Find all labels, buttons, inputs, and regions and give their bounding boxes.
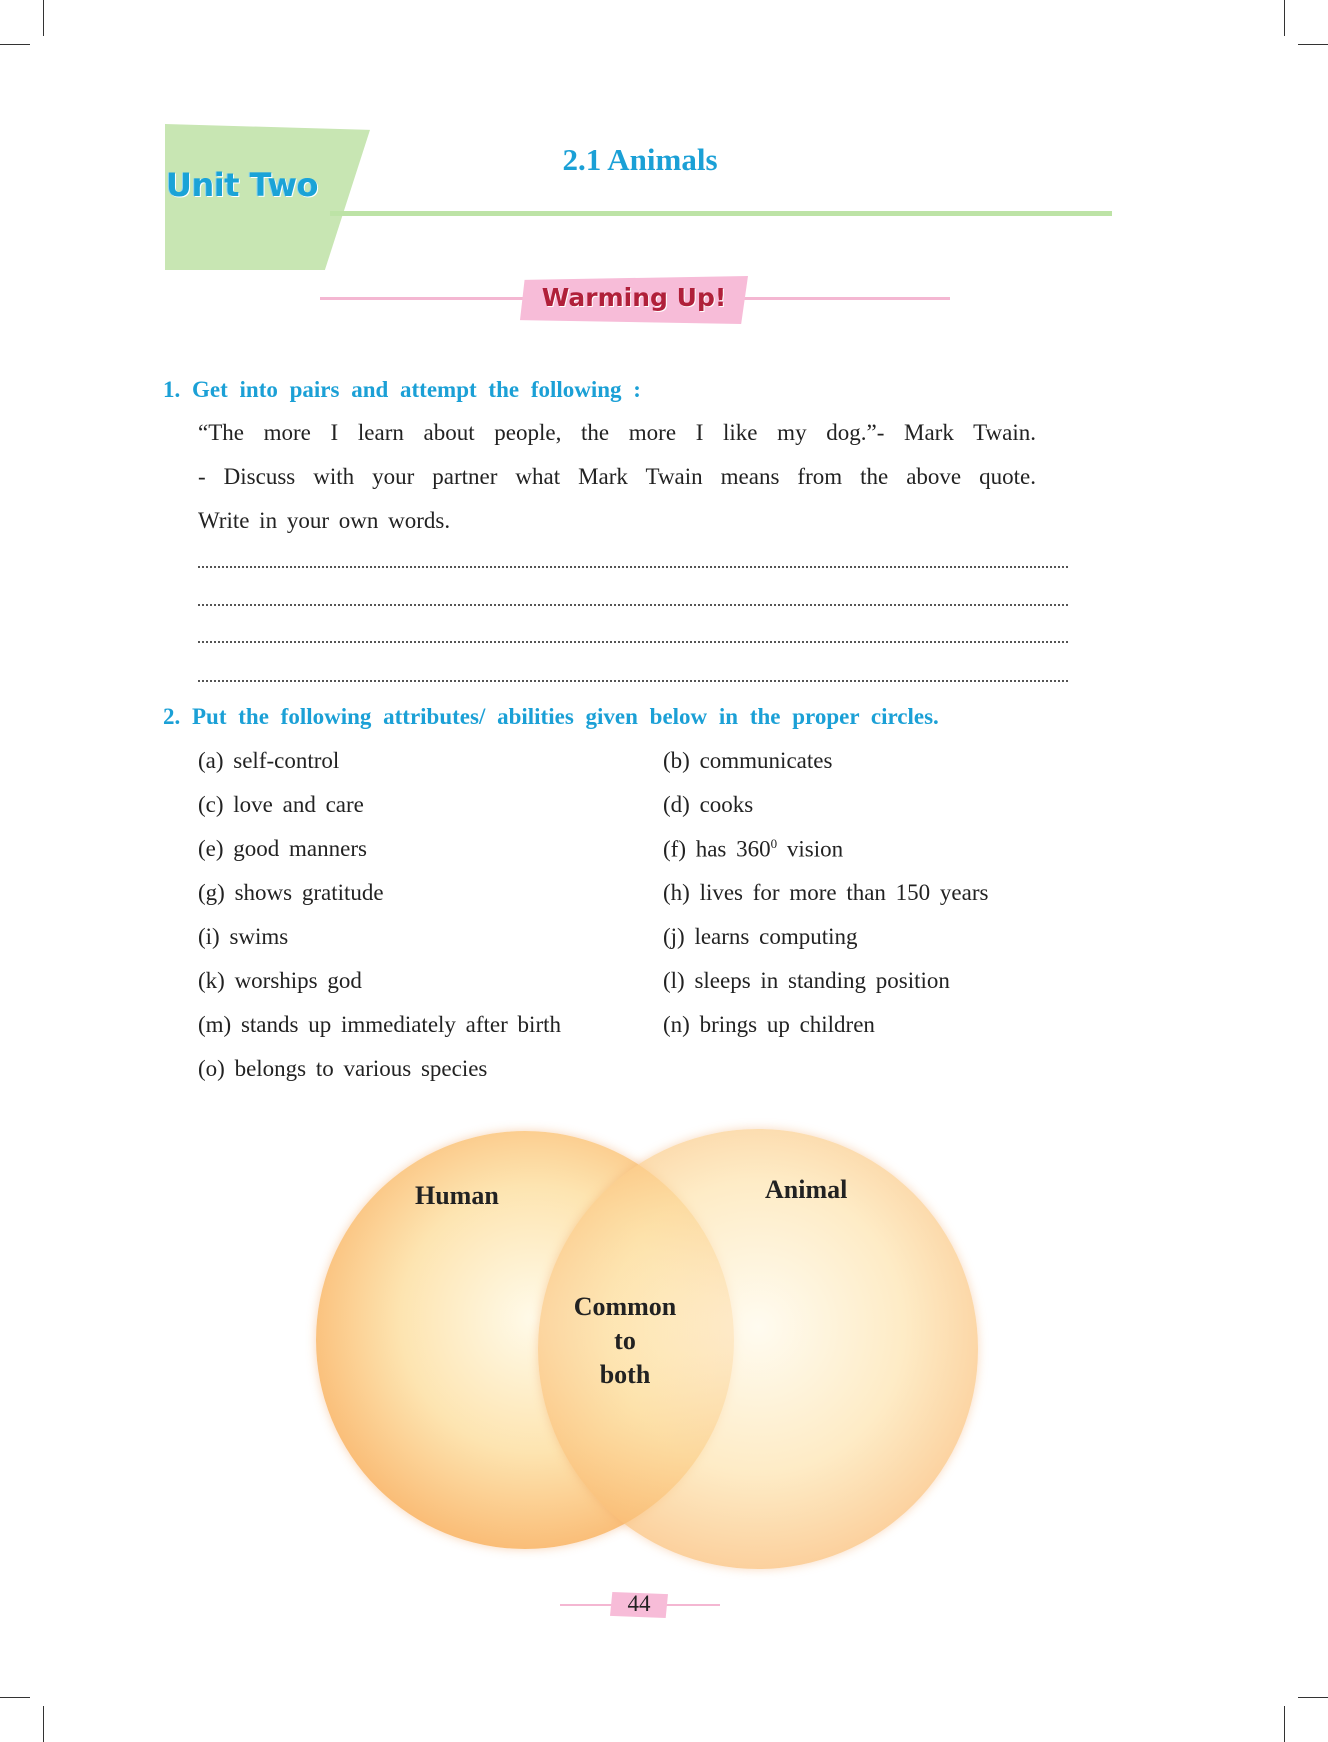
- option-o: (o) belongs to various species: [198, 1056, 488, 1081]
- option-f-text-end: vision: [777, 836, 844, 862]
- option-d: (d) cooks: [663, 792, 754, 817]
- option-j: (j) learns computing: [663, 924, 858, 949]
- common-line: both: [599, 1360, 651, 1389]
- answer-line[interactable]: [198, 641, 1068, 643]
- option-a: (a) self-control: [198, 748, 340, 773]
- question-1-instruction: - Discuss with your partner what Mark Twain means from the above quote.: [198, 464, 1036, 489]
- option-c: (c) love and care: [198, 792, 364, 817]
- crop-mark: [1284, 0, 1285, 36]
- question-2-heading: 2. Put the following attributes/ abilities given below in the proper circles.: [163, 704, 939, 729]
- option-i: (i) swims: [198, 924, 289, 949]
- crop-mark: [43, 0, 44, 36]
- question-1-quote: “The more I learn about people, the more I like my dog.”- Mark Twain.: [198, 420, 1036, 445]
- question-1-heading: 1. Get into pairs and attempt the following :: [163, 377, 641, 402]
- animal-label: Animal: [765, 1175, 848, 1204]
- answer-line[interactable]: [198, 566, 1068, 568]
- crop-mark: [0, 1697, 30, 1698]
- option-k: (k) worships god: [198, 968, 362, 993]
- option-m: (m) stands up immediately after birth: [198, 1012, 561, 1037]
- degree-superscript: 0: [770, 836, 778, 851]
- common-label: [540, 1290, 710, 1392]
- section-tag: Warming Up!: [541, 283, 727, 312]
- question-1-instruction-2: Write in your own words.: [198, 508, 451, 533]
- option-f-text: (f) has 360: [663, 836, 771, 862]
- common-line: to: [614, 1326, 636, 1355]
- crop-mark: [0, 44, 30, 45]
- option-l: (l) sleeps in standing position: [663, 968, 950, 993]
- unit-title: Unit Two: [166, 166, 319, 204]
- title-rule: [330, 211, 1112, 216]
- option-h: (h) lives for more than 150 years: [663, 880, 989, 905]
- page-number: 44: [627, 1591, 651, 1616]
- common-line: Common: [573, 1292, 677, 1321]
- answer-line[interactable]: [198, 680, 1068, 682]
- option-g: (g) shows gratitude: [198, 880, 384, 905]
- option-b: (b) communicates: [663, 748, 833, 773]
- crop-mark: [1298, 1697, 1328, 1698]
- answer-line[interactable]: [198, 604, 1068, 606]
- human-label: Human: [415, 1181, 499, 1210]
- option-n: (n) brings up children: [663, 1012, 875, 1037]
- option-f: [663, 836, 843, 863]
- option-e: (e) good manners: [198, 836, 367, 861]
- crop-mark: [1284, 1706, 1285, 1742]
- crop-mark: [1298, 44, 1328, 45]
- crop-mark: [43, 1706, 44, 1742]
- lesson-title: 2.1 Animals: [562, 142, 718, 177]
